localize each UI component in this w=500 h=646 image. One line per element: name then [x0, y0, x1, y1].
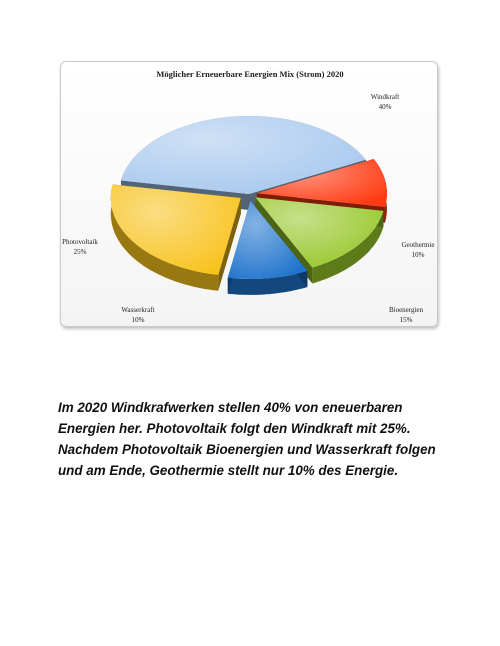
label-geothermie: Geothermie: [401, 241, 435, 249]
label-windkraft: Windkraft: [370, 93, 400, 101]
pie-slice-photovoltaik: [111, 184, 241, 290]
label-bioenergien: Bioenergien: [388, 306, 424, 314]
pie-slice-gloss-photovoltaik: [111, 184, 241, 274]
value-windkraft: 40%: [378, 103, 392, 111]
value-wasserkraft: 10%: [131, 316, 145, 324]
description-paragraph: Im 2020 Windkrafwerken stellen 40% von eneuerbaren Energien her. Photovoltaik folgt den Windkraft mit 25%. Nachdem Photovoltaik Bioenergien und Wasserkraft folgen und am Ende, Geothermie stellt nur 10% des Energie.: [58, 400, 436, 478]
value-geothermie: 10%: [411, 251, 425, 259]
pie-chart: [61, 62, 439, 328]
value-bioenergien: 15%: [399, 316, 413, 324]
label-wasserkraft: Wasserkraft: [121, 306, 155, 314]
label-photovoltaik: Photovoltaik: [62, 238, 98, 246]
chart-frame: [60, 61, 438, 327]
value-photovoltaik: 25%: [73, 248, 87, 256]
chart-title: Möglicher Erneuerbare Energien Mix (Strom) 2020: [156, 69, 344, 79]
